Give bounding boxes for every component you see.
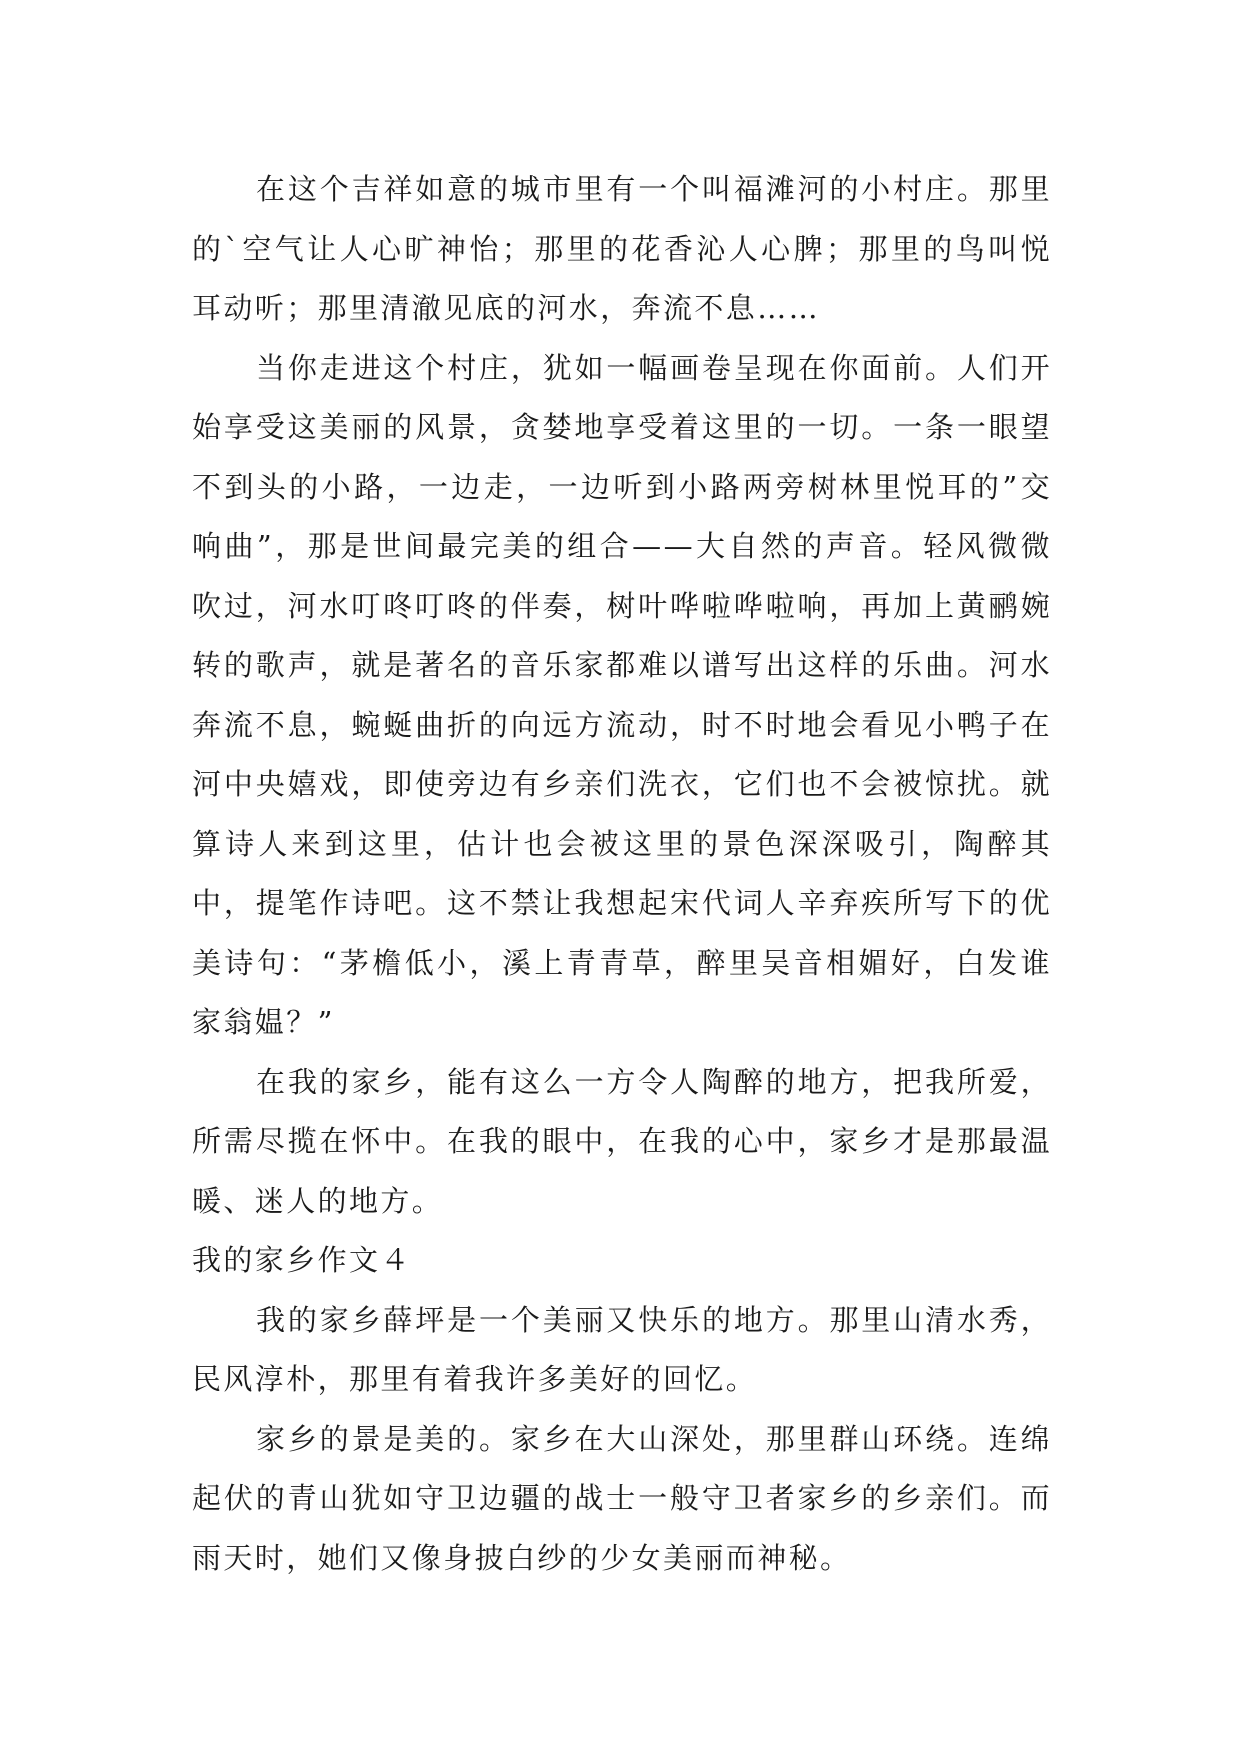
paragraph-hometown-scenery: 家乡的景是美的。家乡在大山深处，那里群山环绕。连绵起伏的青山犹如守卫边疆的战士一般守卫者家乡的乡亲们。而雨天时，她们又像身披白纱的少女美丽而神秘。 bbox=[192, 1421, 1052, 1575]
document-page bbox=[192, 160, 1052, 1588]
paragraph-village-intro: 在这个吉祥如意的城市里有一个叫福滩河的小村庄。那里的`空气让人心旷神怡；那里的花香沁人心脾；那里的鸟叫悦耳动听；那里清澈见底的河水，奔流不息…… bbox=[192, 172, 1052, 325]
essay-heading: 我的家乡作文４ bbox=[192, 1243, 412, 1277]
paragraph-village-conclusion: 在我的家乡，能有这么一方令人陶醉的地方，把我所爱，所需尽揽在怀中。在我的眼中，在我的心中，家乡才是那最温暖、迷人的地方。 bbox=[192, 1064, 1052, 1218]
paragraph-village-scenery: 当你走进这个村庄，犹如一幅画卷呈现在你面前。人们开始享受这美丽的风景，贪婪地享受着这里的一切。一条一眼望不到头的小路，一边走，一边听到小路两旁树林里悦耳的”交响曲”，那是世间最完美的组合——大自然的声音。轻风微微吹过，河水叮咚叮咚的伴奏，树叶哗啦哗啦响，再加上黄鹂婉转的歌声，就是著名的音乐家都难以谱写出这样的乐曲。河水奔流不息，蜿蜒曲折的向远方流动，时不时地会看见小鸭子在河中央嬉戏，即使旁边有乡亲们洗衣，它们也不会被惊扰。就算诗人来到这里，估计也会被这里的景色深深吸引，陶醉其中，提笔作诗吧。这不禁让我想起宋代词人辛弃疾所写下的优美诗句：“茅檐低小，溪上青青草，醉里吴音相媚好，白发谁家翁媪？” bbox=[192, 350, 1052, 1039]
paragraph-hometown-intro: 我的家乡薛坪是一个美丽又快乐的地方。那里山清水秀，民风淳朴，那里有着我许多美好的回忆。 bbox=[192, 1302, 1052, 1396]
